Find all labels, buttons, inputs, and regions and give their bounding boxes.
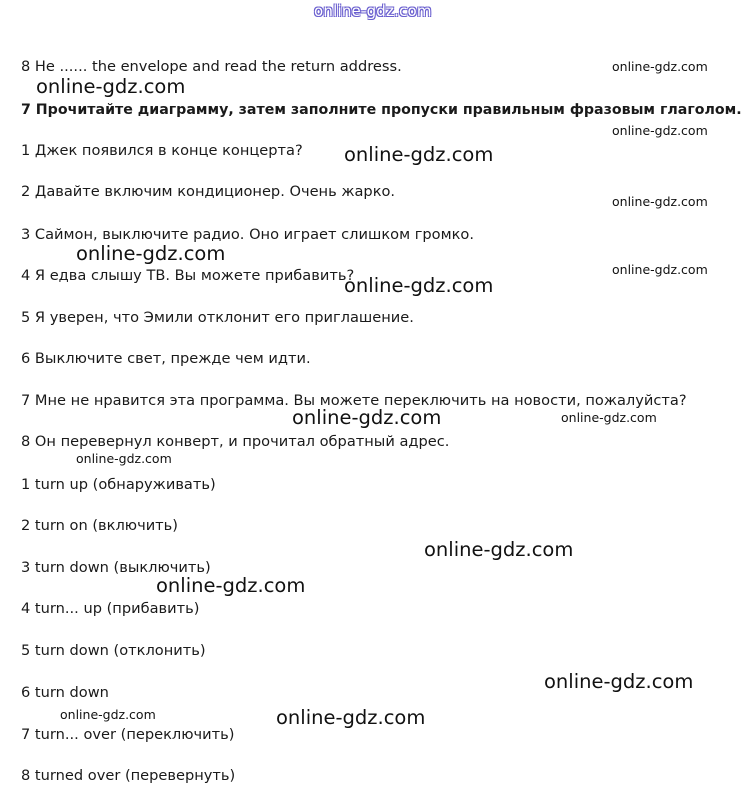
answer-line-1: 1 turn up (обнаруживать): [21, 476, 216, 493]
watermark: online-gdz.com: [612, 262, 708, 277]
site-logo[interactable]: online-gdz.com: [314, 2, 432, 20]
answer-line-7: 7 turn... over (переключить): [21, 726, 235, 743]
watermark: online-gdz.com: [544, 670, 694, 693]
watermark: online-gdz.com: [276, 706, 426, 729]
answer-line-4: 4 turn... up (прибавить): [21, 600, 200, 617]
watermark: online-gdz.com: [156, 574, 306, 597]
watermark: online-gdz.com: [424, 538, 574, 561]
watermark: online-gdz.com: [344, 274, 494, 297]
answer-line-2: 2 turn on (включить): [21, 517, 178, 534]
answer-line-6: 6 turn down: [21, 684, 109, 701]
watermark: online-gdz.com: [76, 242, 226, 265]
watermark: online-gdz.com: [612, 194, 708, 209]
translation-line-5: 5 Я уверен, что Эмили отклонит его приглашение.: [21, 309, 414, 326]
watermark: online-gdz.com: [344, 143, 494, 166]
translation-line-1: 1 Джек появился в конце концерта?: [21, 142, 303, 159]
watermark: online-gdz.com: [292, 406, 442, 429]
exercise-line-english-8: 8 He ...... the envelope and read the return address.: [21, 58, 402, 75]
watermark: online-gdz.com: [60, 707, 156, 722]
watermark: online-gdz.com: [36, 75, 186, 98]
answer-line-8: 8 turned over (перевернуть): [21, 767, 236, 784]
watermark: online-gdz.com: [612, 59, 708, 74]
watermark: online-gdz.com: [76, 451, 172, 466]
translation-line-6: 6 Выключите свет, прежде чем идти.: [21, 350, 311, 367]
answer-line-3: 3 turn down (выключить): [21, 559, 211, 576]
answer-line-5: 5 turn down (отклонить): [21, 642, 206, 659]
translation-line-4: 4 Я едва слышу ТВ. Вы можете прибавить?: [21, 267, 355, 284]
translation-line-3: 3 Саймон, выключите радио. Оно играет слишком громко.: [21, 226, 474, 243]
translation-line-7: 7 Мне не нравится эта программа. Вы можете переключить на новости, пожалуйста?: [21, 392, 687, 409]
exercise-heading: 7 Прочитайте диаграмму, затем заполните пропуски правильным фразовым глаголом.: [21, 102, 742, 118]
translation-line-8: 8 Он перевернул конверт, и прочитал обратный адрес.: [21, 433, 450, 450]
watermark: online-gdz.com: [561, 410, 657, 425]
watermark: online-gdz.com: [612, 123, 708, 138]
translation-line-2: 2 Давайте включим кондиционер. Очень жарко.: [21, 183, 396, 200]
